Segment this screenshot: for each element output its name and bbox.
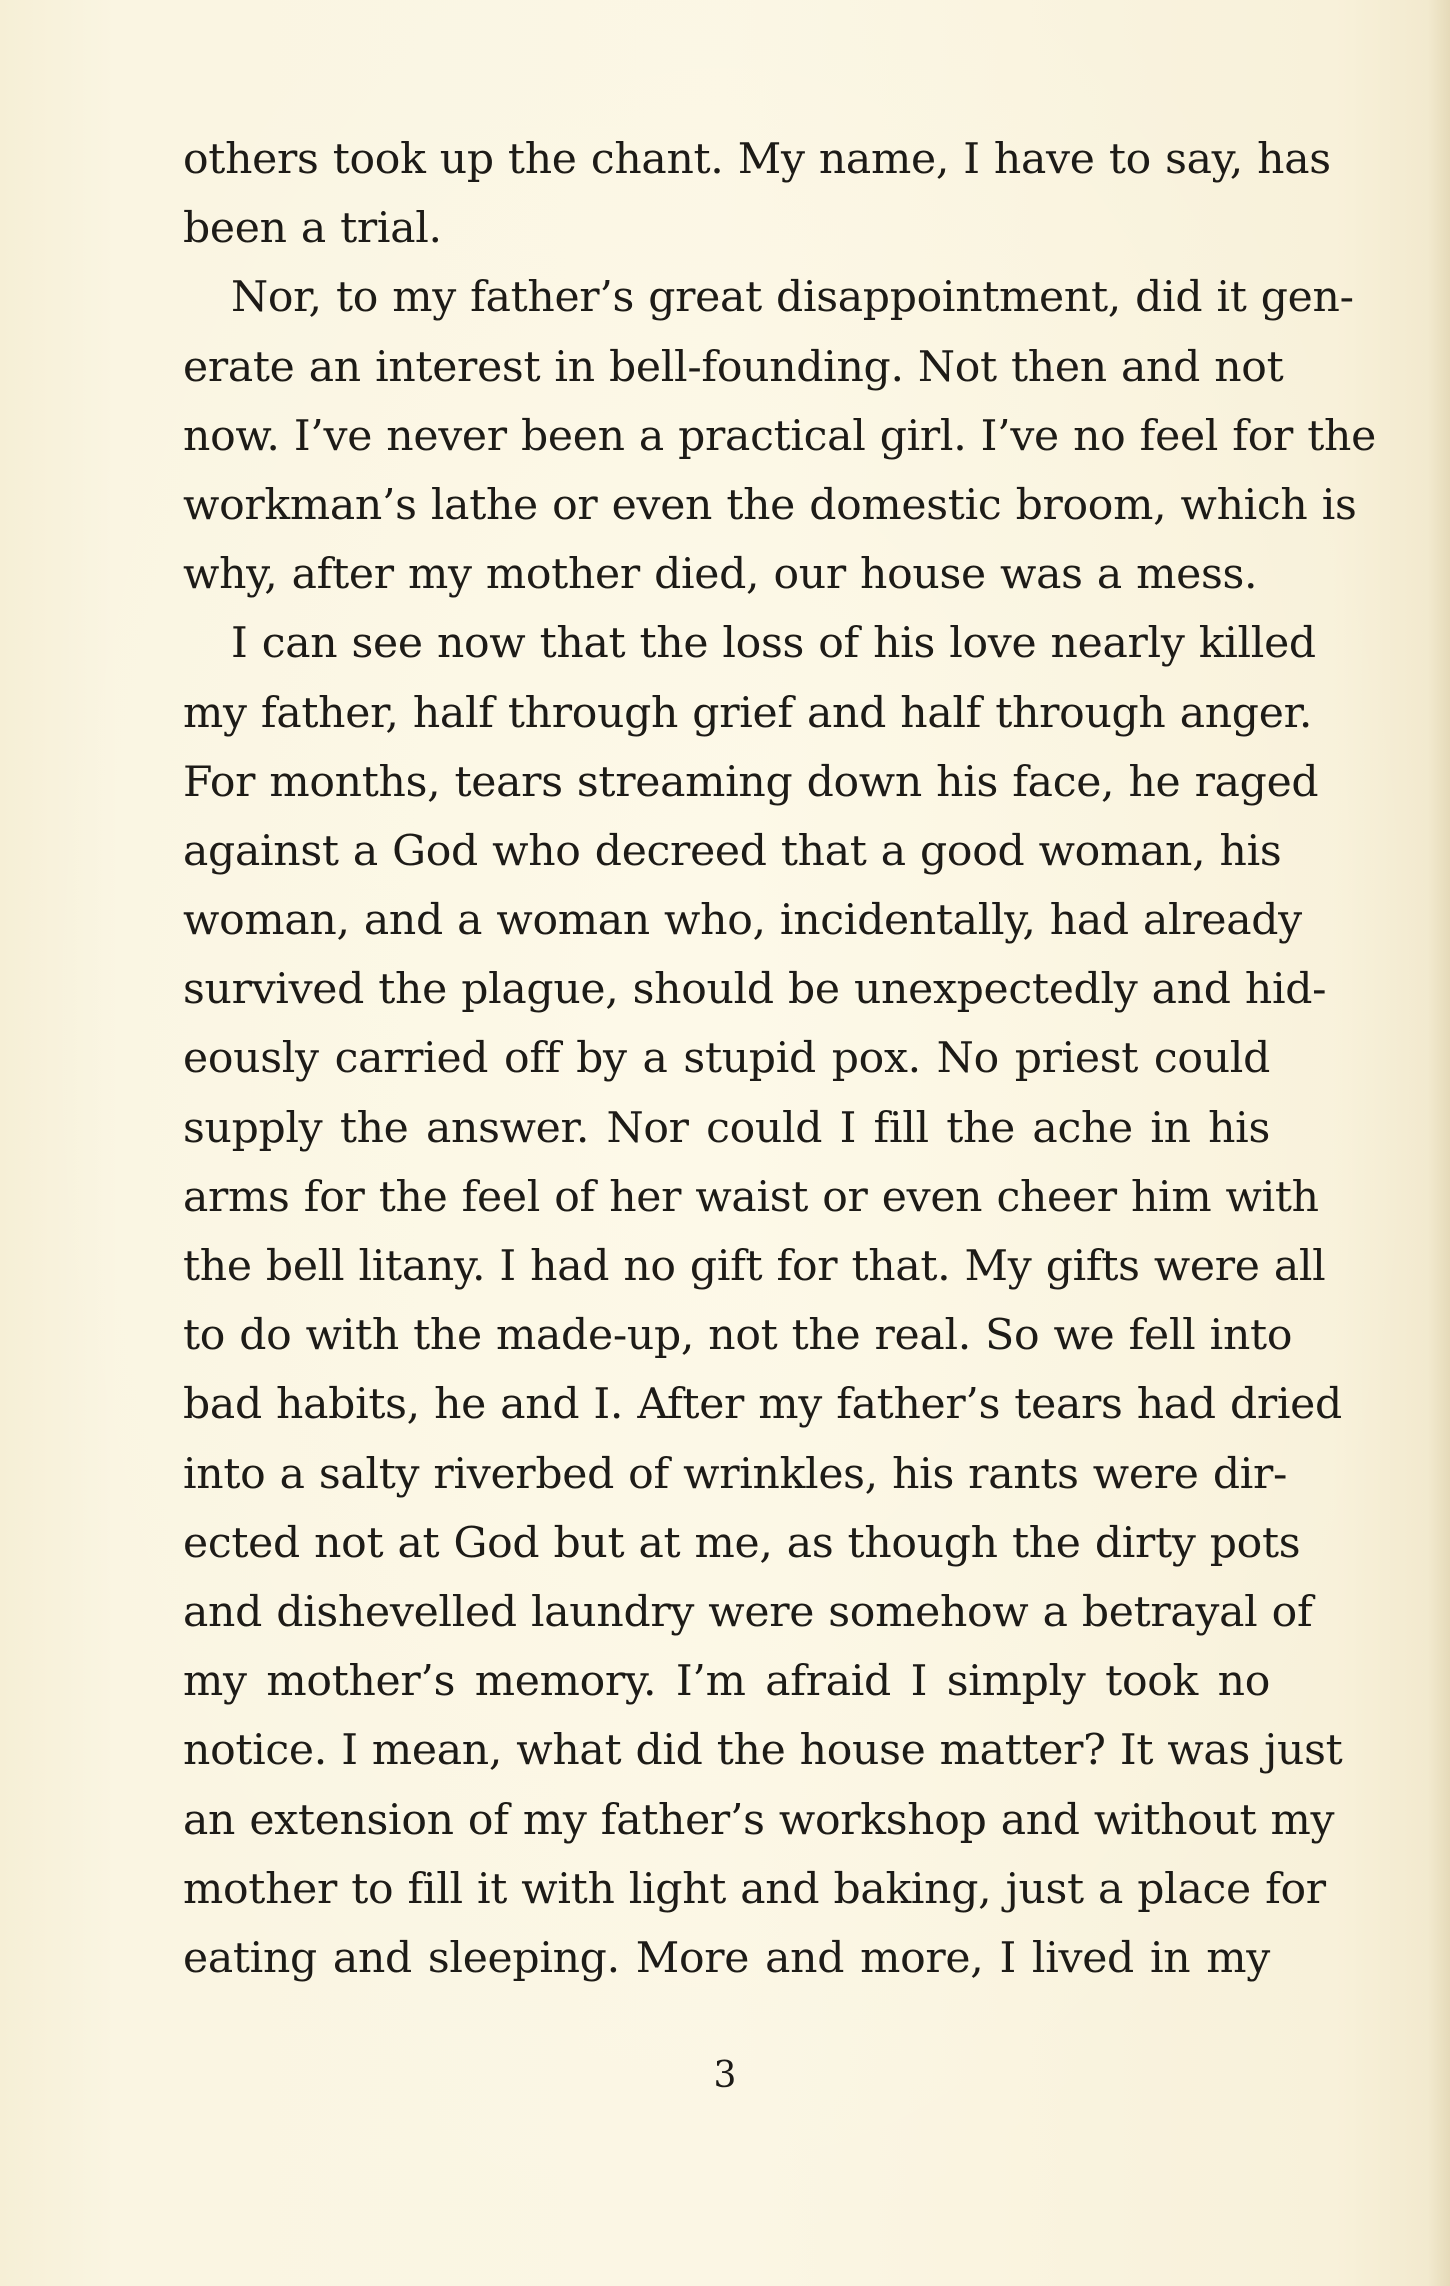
- text-line: ected not at God but at me, as though the dirty pots: [183, 1518, 1301, 1568]
- text-line: my father, half through grief and half through anger.: [183, 688, 1313, 738]
- text-line: supply the answer. Nor could I fill the ache in his: [183, 1103, 1270, 1153]
- text-line: erate an interest in bell-founding. Not then and not: [183, 342, 1284, 392]
- text-line: Nor, to my father’s great disappointment, did it gen-: [231, 273, 1354, 323]
- text-line: mother to fill it with light and baking, just a place for: [183, 1864, 1326, 1914]
- text-line: now. I’ve never been a practical girl. I’ve no feel for the: [183, 411, 1376, 461]
- text-line: to do with the made-up, not the real. So we fell into: [183, 1311, 1293, 1361]
- text-line: against a God who decreed that a good woman, his: [183, 826, 1282, 876]
- text-line: into a salty riverbed of wrinkles, his rants were dir-: [183, 1449, 1288, 1499]
- page-number: 3: [713, 2055, 737, 2096]
- text-line: bad habits, he and I. After my father’s tears had dried: [183, 1380, 1342, 1430]
- text-line: woman, and a woman who, incidentally, had already: [183, 896, 1302, 946]
- text-line: others took up the chant. My name, I have to say, has: [183, 135, 1331, 184]
- text-line: why, after my mother died, our house was a mess.: [183, 550, 1258, 600]
- text-line: I can see now that the loss of his love nearly killed: [231, 619, 1316, 669]
- text-line: arms for the feel of her waist or even cheer him with: [183, 1172, 1319, 1222]
- text-line: the bell litany. I had no gift for that. My gifts were all: [183, 1242, 1326, 1291]
- text-line: survived the plague, should be unexpectedly and hid-: [183, 965, 1327, 1015]
- text-line: notice. I mean, what did the house matter? It was just: [183, 1726, 1343, 1776]
- text-line: and dishevelled laundry were somehow a betrayal of: [183, 1587, 1313, 1637]
- text-line: workman’s lathe or even the domestic broom, which is: [183, 480, 1357, 530]
- page-edge-shadow: [1428, 0, 1450, 2286]
- text-line: For months, tears streaming down his face, he raged: [183, 757, 1319, 807]
- text-line: eously carried off by a stupid pox. No priest could: [183, 1034, 1270, 1084]
- text-line: been a trial.: [183, 204, 442, 254]
- text-line: my mother’s memory. I’m afraid I simply took no: [183, 1657, 1270, 1707]
- body-text: [183, 125, 1376, 1993]
- text-line: eating and sleeping. More and more, I lived in my: [183, 1933, 1270, 1983]
- text-line: an extension of my father’s workshop and without my: [183, 1795, 1335, 1845]
